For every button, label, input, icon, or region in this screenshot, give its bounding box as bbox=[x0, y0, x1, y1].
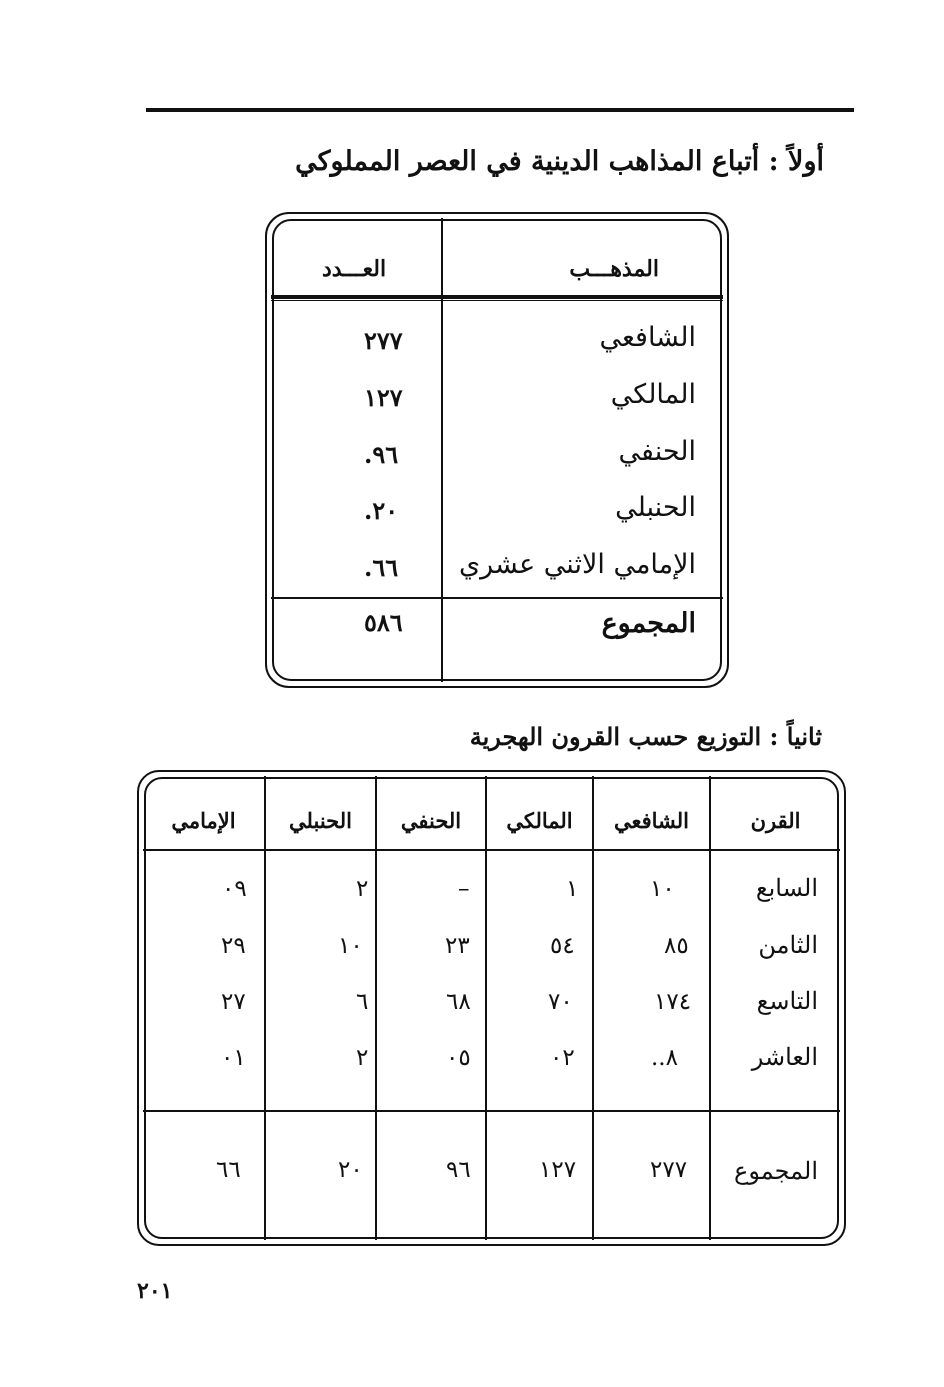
total-value: ٥٨٦ bbox=[364, 608, 403, 637]
table-cell: ٠٩ bbox=[222, 876, 247, 902]
madhhab-name: الحنفي bbox=[618, 436, 696, 467]
table-cell: ٠١ bbox=[221, 1045, 246, 1071]
page-number: ٢٠١ bbox=[137, 1278, 173, 1304]
header-rule bbox=[271, 295, 723, 299]
total-cell: ٢٧٧ bbox=[650, 1157, 688, 1183]
madhhab-count: ٢٧٧ bbox=[364, 326, 403, 355]
century-label: السابع bbox=[755, 874, 818, 902]
madhhab-name: المالكي bbox=[610, 379, 696, 410]
column-header-hanafi: الحنفي bbox=[400, 808, 462, 833]
total-cell: ٩٦ bbox=[446, 1157, 471, 1183]
column-divider bbox=[592, 776, 594, 1240]
madhhab-name: الإمامي الاثني عشري bbox=[458, 549, 696, 580]
madhhab-name: الشافعي bbox=[599, 322, 696, 353]
madhhab-count: .٦٦ bbox=[364, 553, 399, 582]
total-rule bbox=[143, 1110, 840, 1112]
column-divider bbox=[441, 218, 443, 682]
table-cell: ٠٢ bbox=[550, 1045, 575, 1071]
table-cell: ١٠ bbox=[650, 876, 675, 902]
table-cell: ٥٤ bbox=[550, 933, 575, 959]
column-divider bbox=[375, 776, 377, 1240]
table-cell: ٢٣ bbox=[445, 933, 470, 959]
column-header-shafii: الشافعي bbox=[613, 808, 690, 833]
madhhab-count: ١٢٧ bbox=[364, 383, 403, 412]
column-divider bbox=[264, 776, 266, 1240]
column-header-century: القرن bbox=[750, 808, 801, 833]
table-cell: ٧٠ bbox=[548, 989, 573, 1015]
table-cell: ٦ bbox=[356, 989, 369, 1015]
column-header-count: العـــدد bbox=[322, 256, 387, 282]
table-cell: ٨٥ bbox=[664, 933, 689, 959]
column-header-madhhab: المذهـــب bbox=[569, 256, 659, 282]
table-cell: ٢٧ bbox=[221, 989, 246, 1015]
table-cell: ١٧٤ bbox=[654, 989, 692, 1015]
madhhab-count: .٩٦ bbox=[364, 440, 399, 469]
section-heading-1: أولاً : أتباع المذاهب الدينية في العصر المملوكي bbox=[295, 146, 824, 177]
madhhab-count: .٢٠ bbox=[364, 496, 399, 525]
century-label: العاشر bbox=[751, 1043, 818, 1071]
table-cell: ٠٥ bbox=[446, 1045, 471, 1071]
header-rule bbox=[271, 300, 723, 301]
total-label: المجموع bbox=[601, 608, 696, 639]
header-rule bbox=[143, 849, 840, 851]
top-rule bbox=[146, 108, 854, 112]
table-cell: ٢ bbox=[356, 1045, 369, 1071]
madhhab-name: الحنبلي bbox=[615, 492, 696, 523]
total-cell: ١٢٧ bbox=[539, 1157, 577, 1183]
table-cell: ١ bbox=[566, 876, 579, 902]
total-rule bbox=[271, 597, 723, 599]
table-cell: ٢٩ bbox=[221, 933, 246, 959]
table-cell: ٨.. bbox=[651, 1045, 678, 1071]
total-label: المجموع bbox=[734, 1157, 818, 1185]
column-header-hanbali: الحنبلي bbox=[289, 808, 352, 833]
column-divider bbox=[709, 776, 711, 1240]
table-cell: – bbox=[458, 876, 470, 902]
century-label: الثامن bbox=[758, 931, 818, 959]
table-cell: ٦٨ bbox=[446, 989, 471, 1015]
column-header-imami: الإمامي bbox=[171, 808, 236, 833]
section-heading-2: ثانياً : التوزيع حسب القرون الهجرية bbox=[469, 722, 822, 751]
total-cell: ٦٦ bbox=[216, 1157, 241, 1183]
table-cell: ٢ bbox=[356, 876, 369, 902]
column-header-maliki: المالكي bbox=[506, 808, 573, 833]
century-label: التاسع bbox=[756, 987, 818, 1015]
column-divider bbox=[485, 776, 487, 1240]
table-cell: ١٠ bbox=[338, 933, 363, 959]
total-cell: ٢٠ bbox=[338, 1157, 363, 1183]
